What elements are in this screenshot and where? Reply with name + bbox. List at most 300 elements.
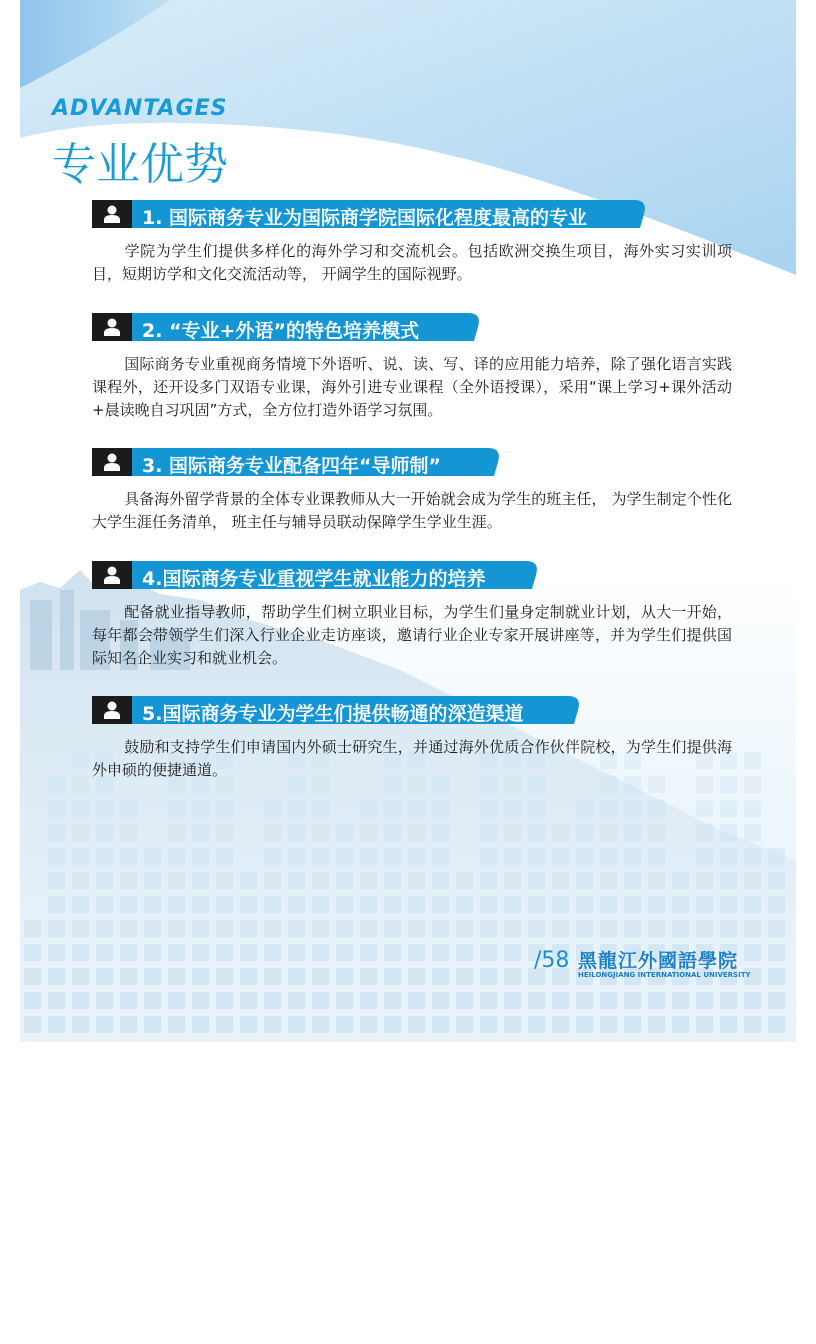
brochure-page <box>20 0 796 1042</box>
grid-square <box>264 896 281 913</box>
grid-square <box>552 896 569 913</box>
section-4-body <box>92 601 732 670</box>
grid-square <box>480 920 497 937</box>
grid-square <box>768 992 785 1009</box>
grid-square <box>336 824 353 841</box>
grid-square <box>288 944 305 961</box>
grid-square <box>240 920 257 937</box>
grid-square <box>600 896 617 913</box>
section-2-body <box>92 353 732 422</box>
grid-square <box>96 920 113 937</box>
grid-square <box>384 872 401 889</box>
grid-square <box>288 848 305 865</box>
grid-square <box>144 872 161 889</box>
grid-square <box>552 848 569 865</box>
grid-square <box>576 920 593 937</box>
grid-square <box>216 992 233 1009</box>
grid-square <box>480 848 497 865</box>
grid-square <box>72 824 89 841</box>
grid-square <box>456 992 473 1009</box>
grid-square <box>192 1016 209 1033</box>
grid-square <box>360 824 377 841</box>
grid-square <box>600 920 617 937</box>
grid-square <box>528 1016 545 1033</box>
grid-square <box>696 992 713 1009</box>
grid-square <box>48 848 65 865</box>
grid-square <box>264 824 281 841</box>
section-3-body <box>92 488 732 534</box>
grid-square <box>96 824 113 841</box>
grid-square <box>264 992 281 1009</box>
grid-square <box>240 896 257 913</box>
grid-square <box>120 1016 137 1033</box>
section-5-header <box>92 696 582 724</box>
grid-square <box>48 920 65 937</box>
person-icon <box>92 696 132 724</box>
grid-square <box>216 1016 233 1033</box>
grid-square <box>216 848 233 865</box>
grid-square <box>480 944 497 961</box>
grid-square <box>408 944 425 961</box>
grid-square <box>96 800 113 817</box>
grid-square <box>192 920 209 937</box>
grid-square <box>72 1016 89 1033</box>
grid-square <box>288 1016 305 1033</box>
grid-square <box>360 872 377 889</box>
grid-square <box>360 800 377 817</box>
grid-square <box>168 800 185 817</box>
grid-square <box>168 968 185 985</box>
grid-square <box>336 920 353 937</box>
grid-square <box>72 752 89 769</box>
grid-square <box>432 992 449 1009</box>
grid-square <box>576 896 593 913</box>
grid-square <box>384 944 401 961</box>
grid-square <box>24 968 41 985</box>
grid-square <box>360 968 377 985</box>
grid-square <box>456 944 473 961</box>
grid-square <box>216 872 233 889</box>
grid-square <box>432 800 449 817</box>
person-icon <box>92 200 132 228</box>
grid-square <box>504 896 521 913</box>
grid-square <box>648 992 665 1009</box>
grid-square <box>24 1016 41 1033</box>
grid-square <box>576 992 593 1009</box>
grid-square <box>48 992 65 1009</box>
grid-square <box>216 944 233 961</box>
section-2-header <box>92 313 482 341</box>
grid-square <box>624 992 641 1009</box>
grid-square <box>480 968 497 985</box>
grid-square <box>336 872 353 889</box>
grid-square <box>336 848 353 865</box>
grid-square <box>432 944 449 961</box>
grid-square <box>360 896 377 913</box>
grid-square <box>96 992 113 1009</box>
grid-square <box>384 920 401 937</box>
grid-square <box>408 872 425 889</box>
grid-square <box>144 944 161 961</box>
grid-square <box>552 1016 569 1033</box>
grid-square <box>216 896 233 913</box>
section-1-header <box>92 200 648 228</box>
grid-square <box>720 1016 737 1033</box>
grid-square <box>720 896 737 913</box>
grid-square <box>744 848 761 865</box>
grid-square <box>336 992 353 1009</box>
grid-square <box>360 992 377 1009</box>
grid-square <box>312 944 329 961</box>
grid-square <box>72 872 89 889</box>
grid-square <box>144 920 161 937</box>
grid-square <box>96 872 113 889</box>
grid-square <box>288 896 305 913</box>
grid-square <box>600 824 617 841</box>
grid-square <box>96 848 113 865</box>
grid-square <box>192 848 209 865</box>
grid-square <box>408 800 425 817</box>
grid-square <box>240 992 257 1009</box>
grid-square <box>768 1016 785 1033</box>
grid-square <box>336 896 353 913</box>
grid-square <box>576 1016 593 1033</box>
grid-square <box>528 920 545 937</box>
grid-square <box>48 776 65 793</box>
grid-square <box>288 800 305 817</box>
grid-square <box>576 824 593 841</box>
grid-square <box>696 800 713 817</box>
grid-square <box>360 944 377 961</box>
grid-square <box>504 872 521 889</box>
grid-square <box>648 824 665 841</box>
section-4-text: 配备就业指导教师，帮助学生们树立职业目标，为学生们量身定制就业计划，从大一开始，每年都会带领学生们深入行业企业走访座谈，邀请行业企业专家开展讲座等，并为学生们提供国际知名企业实习和就业机会。 <box>92 603 732 667</box>
grid-square <box>144 992 161 1009</box>
grid-square <box>144 1016 161 1033</box>
grid-square <box>576 872 593 889</box>
grid-square <box>744 752 761 769</box>
grid-square <box>480 872 497 889</box>
grid-square <box>696 896 713 913</box>
section-4-title: 4.国际商务专业重视学生就业能力的培养 <box>142 568 486 590</box>
grid-square <box>384 896 401 913</box>
grid-square <box>72 776 89 793</box>
grid-square <box>192 992 209 1009</box>
grid-square <box>624 824 641 841</box>
grid-square <box>384 824 401 841</box>
grid-square <box>744 992 761 1009</box>
grid-square <box>216 968 233 985</box>
grid-square <box>648 1016 665 1033</box>
grid-square <box>432 848 449 865</box>
grid-square <box>240 1016 257 1033</box>
grid-square <box>432 896 449 913</box>
grid-square <box>312 896 329 913</box>
grid-square <box>192 968 209 985</box>
grid-square <box>120 824 137 841</box>
grid-square <box>744 776 761 793</box>
person-icon <box>92 448 132 476</box>
grid-square <box>552 824 569 841</box>
grid-square <box>600 848 617 865</box>
grid-square <box>336 944 353 961</box>
grid-square <box>696 920 713 937</box>
grid-square <box>384 1016 401 1033</box>
grid-square <box>216 824 233 841</box>
grid-square <box>624 872 641 889</box>
grid-square <box>624 896 641 913</box>
grid-square <box>312 992 329 1009</box>
section-1-body <box>92 240 732 286</box>
grid-square <box>552 920 569 937</box>
grid-square <box>480 1016 497 1033</box>
grid-square <box>312 920 329 937</box>
grid-square <box>672 1016 689 1033</box>
grid-square <box>744 800 761 817</box>
grid-square <box>504 944 521 961</box>
grid-square <box>408 896 425 913</box>
grid-square <box>408 968 425 985</box>
grid-square <box>720 872 737 889</box>
grid-square <box>168 1016 185 1033</box>
grid-square <box>288 872 305 889</box>
grid-square <box>744 824 761 841</box>
advantages-en-title: ADVANTAGES <box>52 96 228 121</box>
grid-square <box>432 824 449 841</box>
grid-square <box>264 848 281 865</box>
grid-square <box>648 872 665 889</box>
grid-square <box>672 992 689 1009</box>
grid-square <box>312 848 329 865</box>
grid-square <box>744 944 761 961</box>
grid-square <box>24 992 41 1009</box>
grid-square <box>504 1016 521 1033</box>
grid-square <box>288 824 305 841</box>
grid-square <box>192 944 209 961</box>
grid-square <box>312 824 329 841</box>
grid-square <box>360 920 377 937</box>
grid-square <box>648 800 665 817</box>
grid-square <box>528 824 545 841</box>
grid-square <box>720 920 737 937</box>
grid-square <box>72 800 89 817</box>
grid-square <box>528 848 545 865</box>
grid-square <box>72 944 89 961</box>
grid-square <box>168 992 185 1009</box>
grid-square <box>504 848 521 865</box>
grid-square <box>528 872 545 889</box>
section-2-title: 2. “专业+外语”的特色培养模式 <box>142 320 419 342</box>
grid-square <box>144 848 161 865</box>
grid-square <box>744 920 761 937</box>
grid-square <box>264 1016 281 1033</box>
grid-square <box>384 968 401 985</box>
grid-square <box>456 896 473 913</box>
grid-square <box>168 872 185 889</box>
grid-square <box>72 896 89 913</box>
grid-square <box>264 800 281 817</box>
grid-square <box>288 920 305 937</box>
grid-square <box>384 992 401 1009</box>
grid-square <box>72 920 89 937</box>
grid-square <box>48 968 65 985</box>
grid-square <box>72 992 89 1009</box>
grid-square <box>120 920 137 937</box>
grid-square <box>696 824 713 841</box>
section-4-header <box>92 561 540 589</box>
grid-square <box>192 800 209 817</box>
section-2-text: 国际商务专业重视商务情境下外语听、说、读、写、译的应用能力培养，除了强化语言实践课程外，还开设多门双语专业课，海外引进专业课程（全外语授课），采用“课上学习+课外活动+晨读晚自习巩固”方式，全方位打造外语学习氛围。 <box>92 355 732 419</box>
grid-square <box>384 800 401 817</box>
grid-square <box>504 824 521 841</box>
grid-square <box>504 968 521 985</box>
grid-square <box>240 872 257 889</box>
grid-square <box>432 872 449 889</box>
grid-square <box>192 896 209 913</box>
grid-square <box>696 1016 713 1033</box>
grid-square <box>408 920 425 937</box>
grid-square <box>168 824 185 841</box>
section-3-text: 具备海外留学背景的全体专业课教师从大一开始就会成为学生的班主任， 为学生制定个性化大学生涯任务清单， 班主任与辅导员联动保障学生学业生涯。 <box>92 490 732 531</box>
grid-square <box>648 896 665 913</box>
grid-square <box>48 824 65 841</box>
section-3-header <box>92 448 502 476</box>
grid-square <box>600 800 617 817</box>
grid-square <box>48 800 65 817</box>
grid-square <box>768 944 785 961</box>
page-number: /58 <box>534 948 570 973</box>
grid-square <box>696 872 713 889</box>
grid-square <box>768 872 785 889</box>
grid-square <box>768 848 785 865</box>
grid-square <box>504 992 521 1009</box>
grid-square <box>312 968 329 985</box>
person-icon <box>92 313 132 341</box>
grid-square <box>624 920 641 937</box>
grid-square <box>720 824 737 841</box>
grid-square <box>528 896 545 913</box>
grid-square <box>48 944 65 961</box>
grid-square <box>576 848 593 865</box>
grid-square <box>216 800 233 817</box>
person-icon <box>92 561 132 589</box>
grid-square <box>48 872 65 889</box>
grid-square <box>432 920 449 937</box>
grid-square <box>624 848 641 865</box>
grid-square <box>456 872 473 889</box>
grid-square <box>144 968 161 985</box>
grid-square <box>504 920 521 937</box>
grid-square <box>240 968 257 985</box>
grid-square <box>120 872 137 889</box>
grid-square <box>552 872 569 889</box>
grid-square <box>672 920 689 937</box>
grid-square <box>240 944 257 961</box>
university-logo-cn: 黑龍江外國語學院 <box>578 950 739 972</box>
grid-square <box>360 848 377 865</box>
grid-square <box>336 1016 353 1033</box>
university-logo-en: HEILONGJIANG INTERNATIONAL UNIVERSITY <box>578 971 751 979</box>
grid-square <box>576 800 593 817</box>
grid-square <box>96 1016 113 1033</box>
grid-square <box>744 896 761 913</box>
grid-square <box>456 968 473 985</box>
grid-square <box>600 992 617 1009</box>
grid-square <box>168 896 185 913</box>
grid-square <box>96 968 113 985</box>
grid-square <box>96 896 113 913</box>
grid-square <box>480 896 497 913</box>
section-1-text: 学院为学生们提供多样化的海外学习和交流机会。包括欧洲交换生项目，海外实习实训项目，短期访学和文化交流活动等， 开阔学生的国际视野。 <box>92 242 732 283</box>
grid-square <box>648 848 665 865</box>
advantages-cn-title: 专业优势 <box>52 139 228 190</box>
grid-square <box>600 1016 617 1033</box>
grid-square <box>264 968 281 985</box>
grid-square <box>480 992 497 1009</box>
grid-square <box>360 1016 377 1033</box>
grid-square <box>456 920 473 937</box>
grid-square <box>168 944 185 961</box>
grid-square <box>744 872 761 889</box>
grid-square <box>264 920 281 937</box>
grid-square <box>384 848 401 865</box>
grid-square <box>480 800 497 817</box>
grid-square <box>672 872 689 889</box>
grid-square <box>72 968 89 985</box>
grid-square <box>312 1016 329 1033</box>
grid-square <box>48 1016 65 1033</box>
grid-square <box>768 968 785 985</box>
grid-square <box>168 920 185 937</box>
grid-square <box>528 800 545 817</box>
grid-square <box>288 968 305 985</box>
section-1-title: 1. 国际商务专业为国际商学院国际化程度最高的专业 <box>142 207 588 229</box>
grid-square <box>600 872 617 889</box>
grid-square <box>408 824 425 841</box>
grid-square <box>120 968 137 985</box>
grid-square <box>648 920 665 937</box>
grid-square <box>408 1016 425 1033</box>
grid-square <box>144 896 161 913</box>
grid-square <box>720 848 737 865</box>
grid-square <box>264 872 281 889</box>
grid-square <box>96 944 113 961</box>
section-5-title: 5.国际商务专业为学生们提供畅通的深造渠道 <box>142 703 524 725</box>
grid-square <box>480 824 497 841</box>
section-5-text: 鼓励和支持学生们申请国内外硕士研究生，并通过海外优质合作伙伴院校，为学生们提供海外申硕的便捷通道。 <box>92 738 732 779</box>
grid-square <box>264 944 281 961</box>
grid-square <box>120 848 137 865</box>
grid-square <box>624 800 641 817</box>
grid-square <box>720 800 737 817</box>
grid-square <box>720 992 737 1009</box>
grid-square <box>336 968 353 985</box>
grid-square <box>168 848 185 865</box>
grid-square <box>192 824 209 841</box>
grid-square <box>120 992 137 1009</box>
section-3-title: 3. 国际商务专业配备四年“导师制” <box>142 455 442 477</box>
grid-square <box>120 896 137 913</box>
grid-square <box>744 1016 761 1033</box>
grid-square <box>432 968 449 985</box>
grid-square <box>768 896 785 913</box>
grid-square <box>696 848 713 865</box>
grid-square <box>456 1016 473 1033</box>
grid-square <box>312 872 329 889</box>
grid-square <box>408 992 425 1009</box>
grid-square <box>552 992 569 1009</box>
grid-square <box>24 920 41 937</box>
